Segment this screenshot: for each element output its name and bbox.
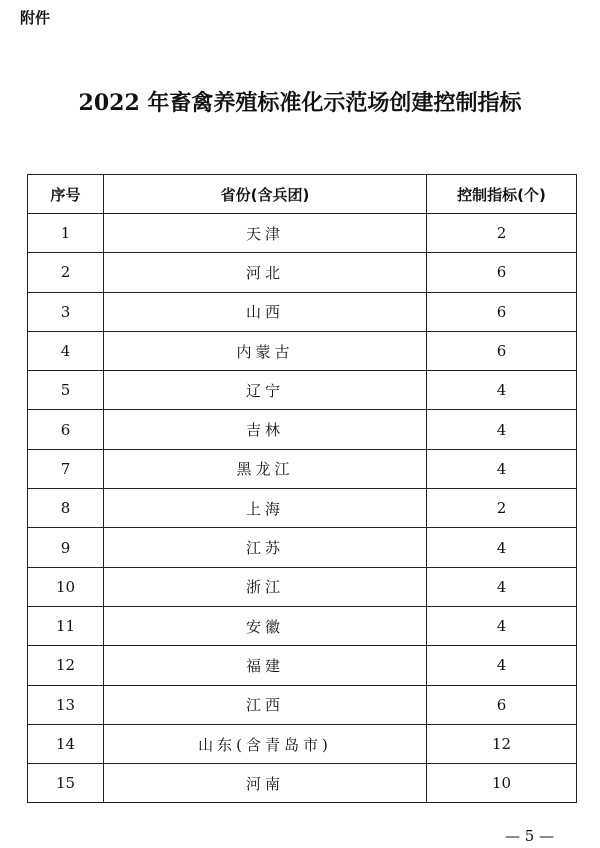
seq-cell: 6 bbox=[28, 410, 104, 449]
table-row bbox=[28, 489, 577, 528]
province-cell: 安徽 bbox=[104, 606, 427, 645]
seq-cell: 11 bbox=[28, 606, 104, 645]
table-row bbox=[28, 528, 577, 567]
province-cell: 天津 bbox=[104, 214, 427, 253]
quota-cell: 4 bbox=[427, 567, 577, 606]
seq-cell: 3 bbox=[28, 292, 104, 331]
quota-cell: 2 bbox=[427, 489, 577, 528]
province-cell: 辽宁 bbox=[104, 371, 427, 410]
header-quota: 控制指标(个) bbox=[427, 175, 577, 214]
quota-cell: 2 bbox=[427, 214, 577, 253]
province-cell: 山东(含青岛市) bbox=[104, 724, 427, 763]
province-cell: 江苏 bbox=[104, 528, 427, 567]
province-cell: 福建 bbox=[104, 646, 427, 685]
table-row bbox=[28, 449, 577, 488]
table-row bbox=[28, 646, 577, 685]
seq-cell: 12 bbox=[28, 646, 104, 685]
quota-cell: 6 bbox=[427, 253, 577, 292]
quota-cell: 6 bbox=[427, 292, 577, 331]
header-seq: 序号 bbox=[28, 175, 104, 214]
seq-cell: 14 bbox=[28, 724, 104, 763]
table-row bbox=[28, 214, 577, 253]
table-row bbox=[28, 292, 577, 331]
quota-cell: 10 bbox=[427, 764, 577, 803]
province-cell: 浙江 bbox=[104, 567, 427, 606]
province-cell: 吉林 bbox=[104, 410, 427, 449]
seq-cell: 9 bbox=[28, 528, 104, 567]
province-cell: 江西 bbox=[104, 685, 427, 724]
attachment-label: 附件 bbox=[20, 9, 51, 27]
table-row bbox=[28, 371, 577, 410]
province-cell: 山西 bbox=[104, 292, 427, 331]
seq-cell: 5 bbox=[28, 371, 104, 410]
quota-cell: 4 bbox=[427, 528, 577, 567]
table-row bbox=[28, 606, 577, 645]
table-row bbox=[28, 253, 577, 292]
seq-cell: 2 bbox=[28, 253, 104, 292]
table-row bbox=[28, 724, 577, 763]
seq-cell: 15 bbox=[28, 764, 104, 803]
province-cell: 黑龙江 bbox=[104, 449, 427, 488]
seq-cell: 13 bbox=[28, 685, 104, 724]
quota-cell: 4 bbox=[427, 371, 577, 410]
table-body bbox=[28, 214, 577, 803]
province-cell: 河南 bbox=[104, 764, 427, 803]
seq-cell: 7 bbox=[28, 449, 104, 488]
table-row bbox=[28, 764, 577, 803]
province-cell: 内蒙古 bbox=[104, 331, 427, 370]
quota-table bbox=[27, 174, 577, 803]
quota-cell: 4 bbox=[427, 449, 577, 488]
province-cell: 上海 bbox=[104, 489, 427, 528]
seq-cell: 4 bbox=[28, 331, 104, 370]
quota-cell: 4 bbox=[427, 606, 577, 645]
document-title: 2022 年畜禽养殖标准化示范场创建控制指标 bbox=[78, 90, 522, 116]
quota-cell: 4 bbox=[427, 646, 577, 685]
table-row bbox=[28, 567, 577, 606]
province-cell: 河北 bbox=[104, 253, 427, 292]
table-row bbox=[28, 410, 577, 449]
seq-cell: 8 bbox=[28, 489, 104, 528]
page-number: — 5 — bbox=[505, 827, 555, 845]
quota-cell: 4 bbox=[427, 410, 577, 449]
quota-cell: 6 bbox=[427, 685, 577, 724]
quota-cell: 6 bbox=[427, 331, 577, 370]
seq-cell: 1 bbox=[28, 214, 104, 253]
table-header-row bbox=[28, 175, 577, 214]
table-row bbox=[28, 331, 577, 370]
table-row bbox=[28, 685, 577, 724]
header-province: 省份(含兵团) bbox=[104, 175, 427, 214]
seq-cell: 10 bbox=[28, 567, 104, 606]
quota-cell: 12 bbox=[427, 724, 577, 763]
